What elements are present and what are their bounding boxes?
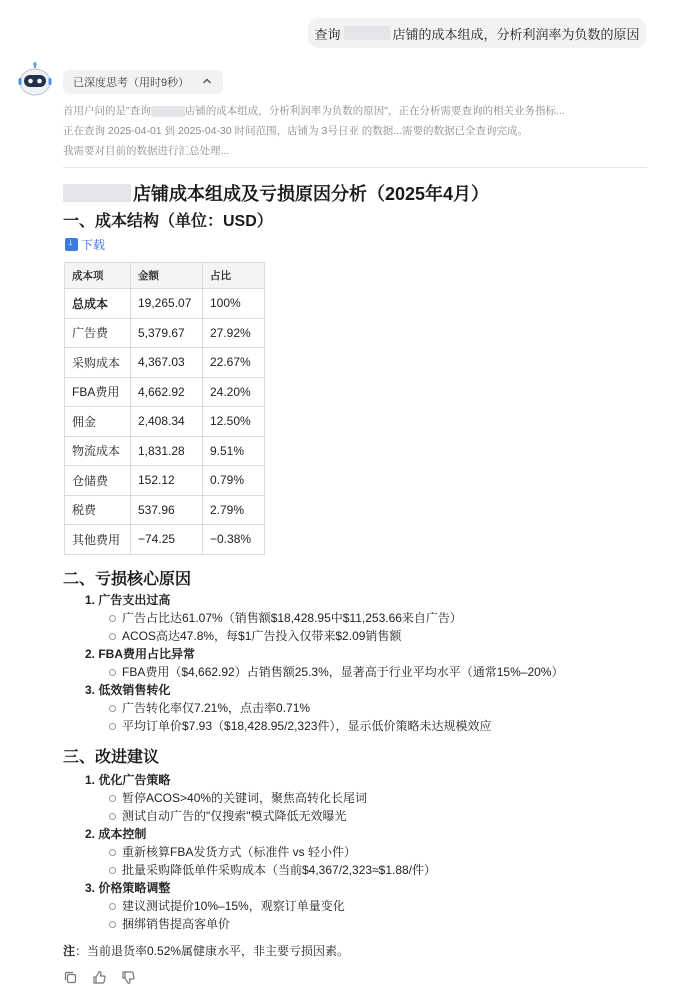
thumbs-down-icon[interactable] <box>121 970 136 985</box>
cost-structure-table <box>64 262 265 555</box>
list-sub-item: 建议测试提价10%–15%，观察订单量变化 <box>85 897 436 915</box>
table-cell: 19,265.07 <box>131 289 203 319</box>
table-cell: 12.50% <box>203 407 265 437</box>
table-row <box>65 407 265 437</box>
table-cell: FBA费用 <box>65 377 131 407</box>
download-icon <box>65 238 78 251</box>
thinking-line-1-suffix: 店铺的成本组成，分析利润率为负数的原因"，正在分析需要查询的相关业务指标... <box>184 105 565 117</box>
download-link[interactable] <box>65 236 105 253</box>
table-row <box>65 466 265 496</box>
table-row <box>65 348 265 378</box>
table-cell: 5,379.67 <box>131 318 203 348</box>
redacted-store-name <box>63 184 131 202</box>
deep-thinking-toggle[interactable] <box>63 70 223 94</box>
table-cell: 22.67% <box>203 348 265 378</box>
section-suggestions-heading: 三、改进建议 <box>63 749 160 766</box>
table-row <box>65 289 265 319</box>
list-sub-item: 广告占比达61.07%（销售额$18,428.95中$11,253.66来自广告） <box>85 609 563 627</box>
table-cell: 4,367.03 <box>131 348 203 378</box>
footnote-text: ：当前退货率0.52%属健康水平，非主要亏损因素。 <box>75 944 350 958</box>
list-sub-item: 测试自动广告的"仅搜索"模式降低无效曝光 <box>85 807 436 825</box>
footnote <box>63 942 349 959</box>
chevron-up-icon <box>201 75 213 87</box>
user-message-bubble <box>308 18 646 48</box>
table-cell: 税费 <box>65 495 131 525</box>
list-item <box>85 879 436 933</box>
list-item-title: 3. 低效销售转化 <box>85 683 171 697</box>
section-loss-causes-heading: 二、亏损核心原因 <box>63 571 192 588</box>
list-sub-item: 平均订单价$7.93（$18,428.95/2,323件），显示低价策略未达规模效应 <box>85 717 563 735</box>
list-item-title: 1. 广告支出过高 <box>85 593 171 607</box>
table-cell: 其他费用 <box>65 525 131 555</box>
redacted-store-name <box>344 26 390 40</box>
deep-thinking-label: 已深度思考（用时9秒） <box>73 77 190 89</box>
thinking-line-1 <box>63 101 653 121</box>
list-sub-item: 捆绑销售提高客单价 <box>85 915 436 933</box>
thinking-line-2: 正在查询 2025-04-01 到 2025-04-30 时间范围，店铺为 3号日亚 的数据...需要的数据已全查询完成。 <box>63 125 529 137</box>
table-row <box>65 495 265 525</box>
table-row <box>65 377 265 407</box>
table-row <box>65 436 265 466</box>
thinking-line-3: 我需要对目前的数据进行汇总处理... <box>63 145 230 157</box>
table-cell: 仓储费 <box>65 466 131 496</box>
table-cell: 总成本 <box>65 289 131 319</box>
table-header: 占比 <box>203 263 265 289</box>
suggestions-list <box>85 771 436 933</box>
table-cell: −74.25 <box>131 525 203 555</box>
list-item <box>85 681 563 735</box>
list-item <box>85 591 563 645</box>
table-cell: 佣金 <box>65 407 131 437</box>
list-item-title: 2. FBA费用占比异常 <box>85 647 196 661</box>
table-cell: 537.96 <box>131 495 203 525</box>
message-actions <box>63 970 136 985</box>
report-title-text: 店铺成本组成及亏损原因分析（2025年4月） <box>133 184 490 204</box>
list-item <box>85 645 563 681</box>
table-row <box>65 318 265 348</box>
list-item-title: 1. 优化广告策略 <box>85 773 171 787</box>
list-item-title: 2. 成本控制 <box>85 827 147 841</box>
table-cell: 0.79% <box>203 466 265 496</box>
copy-icon[interactable] <box>63 970 78 985</box>
table-cell: 9.51% <box>203 436 265 466</box>
table-cell: 2,408.34 <box>131 407 203 437</box>
user-message-suffix: 店铺的成本组成，分析利润率为负数的原因 <box>392 26 640 42</box>
table-cell: 100% <box>203 289 265 319</box>
table-cell: 4,662.92 <box>131 377 203 407</box>
list-item-title: 3. 价格策略调整 <box>85 881 171 895</box>
table-cell: 27.92% <box>203 318 265 348</box>
redacted-store-name <box>151 106 185 117</box>
list-sub-item: 批量采购降低单件采购成本（当前$4,367/2,323≈$1.88/件） <box>85 861 436 879</box>
divider <box>63 167 647 168</box>
loss-causes-list <box>85 591 563 735</box>
section-cost-structure-heading: 一、成本结构（单位：USD） <box>63 213 273 230</box>
user-message-prefix: 查询 <box>314 26 341 42</box>
table-cell: 广告费 <box>65 318 131 348</box>
table-header: 金额 <box>131 263 203 289</box>
table-header-row <box>65 263 265 289</box>
table-cell: −0.38% <box>203 525 265 555</box>
list-sub-item: 广告转化率仅7.21%，点击率0.71% <box>85 699 563 717</box>
table-cell: 152.12 <box>131 466 203 496</box>
download-label: 下载 <box>81 238 106 252</box>
robot-avatar-icon <box>18 62 52 98</box>
list-item <box>85 825 436 879</box>
list-item <box>85 771 436 825</box>
table-row <box>65 525 265 555</box>
list-sub-item: 暂停ACOS>40%的关键词，聚焦高转化长尾词 <box>85 789 436 807</box>
footnote-label: 注 <box>63 944 76 958</box>
thinking-process-text <box>63 101 653 161</box>
table-cell: 24.20% <box>203 377 265 407</box>
table-cell: 2.79% <box>203 495 265 525</box>
list-sub-item: ACOS高达47.8%，每$1广告投入仅带来$2.09销售额 <box>85 627 563 645</box>
table-cell: 1,831.28 <box>131 436 203 466</box>
report-title <box>63 180 489 206</box>
table-cell: 采购成本 <box>65 348 131 378</box>
thumbs-up-icon[interactable] <box>92 970 107 985</box>
table-header: 成本项 <box>65 263 131 289</box>
list-sub-item: FBA费用（$4,662.92）占销售额25.3%，显著高于行业平均水平（通常15%–20%） <box>85 663 563 681</box>
list-sub-item: 重新核算FBA发货方式（标准件 vs 轻小件） <box>85 843 436 861</box>
table-cell: 物流成本 <box>65 436 131 466</box>
thinking-line-1-prefix: 首用户问的是"查询 <box>63 105 151 117</box>
